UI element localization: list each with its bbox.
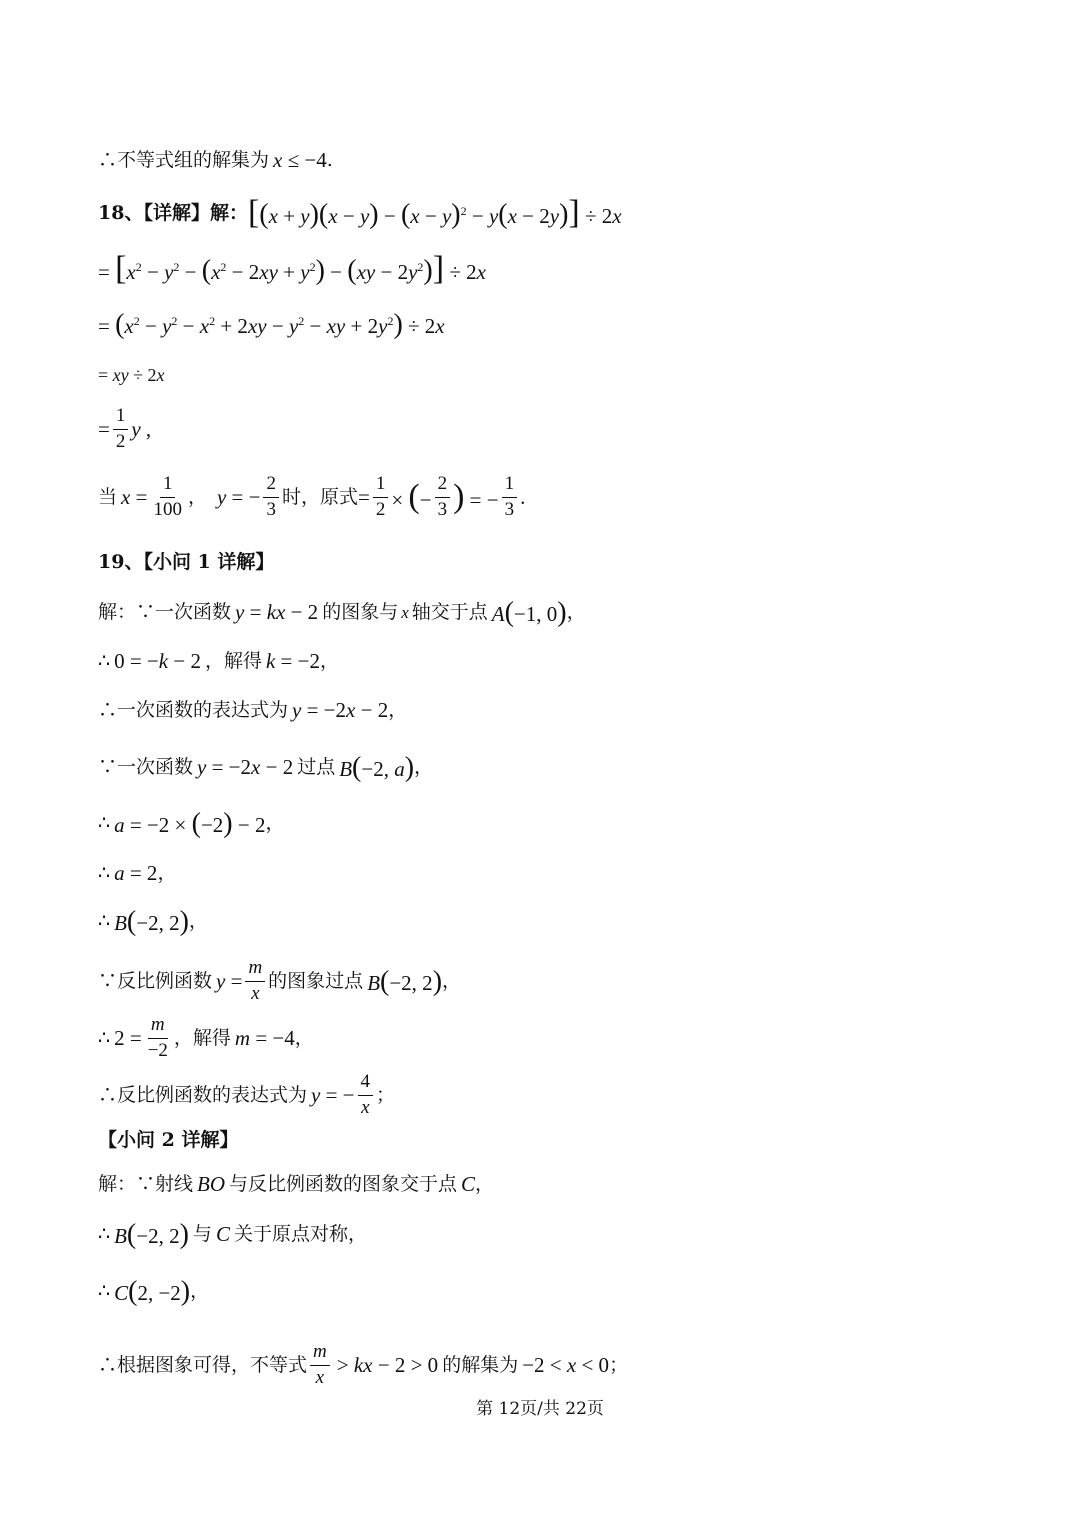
text-line-15: ∴ B(−2, 2) ， [98, 906, 208, 937]
text-line-1: ∴不等式组的解集为 x ≤ −4 . [98, 148, 333, 172]
text-line-21: ∴ B(−2, 2) 与 C 关于原点对称， [98, 1219, 367, 1250]
text-line-5: = xy ÷ 2x [98, 365, 165, 385]
section-heading-q1: 19、【小问 1 详解】 [98, 551, 275, 573]
text-line-20: 解：∵射线 BO 与反比例函数的图象交于点 C ， [98, 1172, 495, 1196]
text-line-13: ∴ a = −2 × (−2) − 2 ， [98, 808, 285, 839]
text-line-6: = $\frac{1}{2}$ y , [98, 405, 152, 452]
text-line-19 [98, 1131, 238, 1150]
text-line-11: ∴一次函数的表达式为 y = −2x − 2 ， [98, 698, 408, 722]
text-line-9: 解：∵一次函数 y = kx − 2 的图象与 x 轴交于点 A(−1, 0) ， [98, 597, 586, 628]
text-line-10: ∴ 0 = −k − 2 ，解得 k = −2 ， [98, 649, 339, 673]
text-line-17: ∴ 2 = $\frac{m}{-2}$ ，解得 m = −4 ， [98, 1014, 314, 1061]
text-line-8 [98, 553, 274, 572]
section-heading-q2: 【小问 2 详解】 [98, 1129, 239, 1151]
text-line-7: 当 x = $\frac{1}{100}$ ， y = − $\frac{2}{3}$ 时，原式 = $\frac{1}{2}$ × (− $\frac{2}{3}$ ) = − $\frac{1}{3}$ . [98, 473, 526, 520]
text-line-2: 18、【详解】解： $[(x + y)(x - y) - (x - y)^2 - y(x - 2y)] \div 2x$ [98, 194, 622, 231]
text-line-16: ∵反比例函数 y = $\frac{m}{x}$ 的图象过点 B(−2, 2) ， [98, 957, 462, 1004]
text-line-23: ∴根据图象可得，不等式 $\frac{m}{x}$ > kx − 2 > 0 的解集为 −2 < x < 0 ； [98, 1341, 629, 1388]
page-number-footer: 第 12页/共 22页 [476, 1399, 604, 1419]
text-line-12: ∵一次函数 y = −2x − 2 过点 B(−2, a) ， [98, 752, 434, 783]
text-line-3: = $[x^2 - y^2 - (x^2 - 2xy + y^2) - (xy - 2y^2)] \div 2x$ [98, 250, 486, 287]
text-line-18: ∴反比例函数的表达式为 y = − $\frac{4}{x}$ ； [98, 1071, 396, 1118]
text-line-22: ∴ C(2, −2) ， [98, 1276, 210, 1307]
text-line-4: = ($x^2 - y^2 - x^2 + 2xy - y^2$ − xy + $2y^2) \div 2x$ [98, 309, 445, 340]
text-line-14: ∴ a = 2 ， [98, 861, 177, 885]
